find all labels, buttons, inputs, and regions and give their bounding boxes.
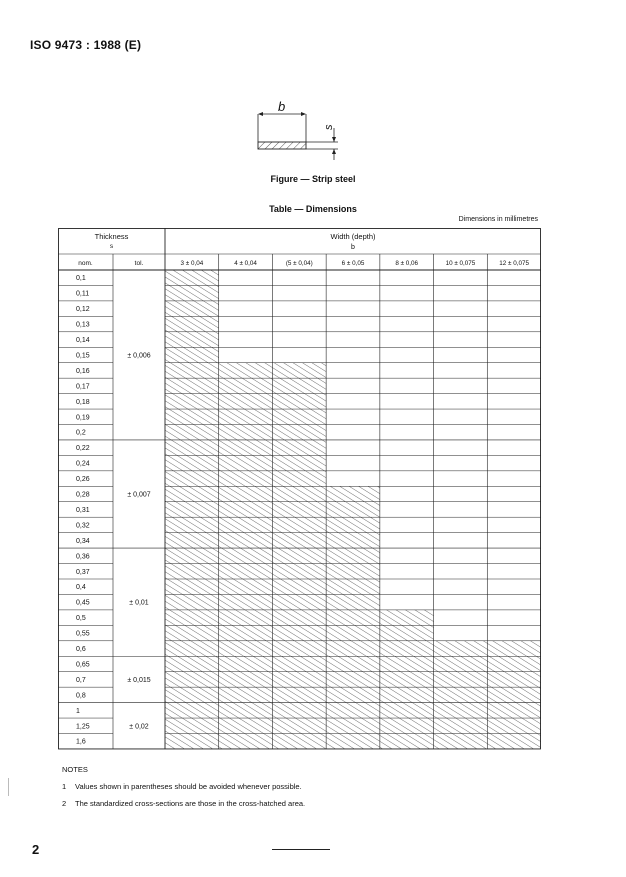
width-symbol: b [351, 244, 355, 251]
margin-mark [8, 778, 9, 796]
nominal-thickness-cell: 0,2 [76, 429, 86, 437]
figure-caption: Figure — Strip steel [270, 174, 356, 184]
nominal-thickness-cell: 0,65 [76, 661, 90, 669]
table-caption: Table — Dimensions [269, 204, 357, 214]
tol-header: tol. [134, 260, 144, 267]
nominal-thickness-cell: 0,45 [76, 599, 90, 607]
tolerance-cell: ± 0,015 [127, 676, 151, 684]
note-text: The standardized cross-sections are those in the cross-hatched area. [75, 799, 306, 808]
nominal-thickness-cell: 0,37 [76, 568, 90, 576]
nominal-thickness-cell: 0,22 [76, 445, 90, 453]
hatched-area [219, 363, 273, 749]
tolerance-cell: ± 0,01 [129, 599, 149, 607]
strip-steel-figure [250, 100, 350, 166]
hatched-area [487, 641, 541, 749]
nominal-thickness-cell: 1,25 [76, 723, 90, 731]
nominal-thickness-cell: 0,26 [76, 476, 90, 484]
hatched-area [272, 363, 326, 749]
nominal-thickness-cell: 0,18 [76, 398, 90, 406]
hatched-area [165, 270, 219, 749]
width-column-header: 8 ± 0,06 [395, 260, 419, 267]
hatched-area [380, 610, 434, 749]
nominal-thickness-cell: 0,34 [76, 537, 90, 545]
thickness-header: Thickness [94, 232, 129, 241]
nominal-thickness-cell: 0,15 [76, 352, 90, 360]
label-s: s [323, 124, 335, 130]
nominal-thickness-cell: 0,1 [76, 275, 86, 283]
nominal-thickness-cell: 0,19 [76, 414, 90, 422]
notes-heading: NOTES [62, 765, 88, 774]
units-note: Dimensions in millimetres [458, 216, 538, 223]
note-number: 2 [62, 799, 67, 808]
nominal-thickness-cell: 0,14 [76, 337, 90, 345]
width-column-header: (5 ± 0,04) [285, 260, 313, 267]
width-header: Width (depth) [330, 232, 376, 241]
nominal-thickness-cell: 0,16 [76, 367, 90, 375]
note-item [62, 782, 305, 791]
width-column-header: 6 ± 0,05 [341, 260, 365, 267]
thickness-symbol: s [109, 243, 114, 250]
nominal-thickness-cell: 1 [76, 707, 80, 715]
nominal-thickness-cell: 0,7 [76, 676, 86, 684]
nom-header: nom. [78, 260, 93, 267]
nominal-thickness-cell: 0,13 [76, 321, 90, 329]
note-text: Values shown in parentheses should be avoided whenever possible. [75, 782, 302, 791]
tolerance-cell: ± 0,007 [127, 491, 151, 499]
width-column-header: 12 ± 0,075 [499, 260, 530, 267]
footer-rule [272, 849, 330, 850]
nominal-thickness-cell: 0,32 [76, 522, 90, 530]
nominal-thickness-cell: 0,28 [76, 491, 90, 499]
note-number: 1 [62, 782, 67, 791]
hatched-area [434, 641, 488, 749]
tolerance-cell: ± 0,02 [129, 723, 149, 731]
tolerance-cell: ± 0,006 [127, 352, 151, 360]
nominal-thickness-cell: 0,17 [76, 383, 90, 391]
label-b: b [278, 100, 286, 114]
dimensions-table [58, 228, 542, 754]
nominal-thickness-cell: 0,8 [76, 692, 86, 700]
nominal-thickness-cell: 1,6 [76, 738, 86, 746]
nominal-thickness-cell: 0,36 [76, 553, 90, 561]
notes-section [62, 765, 305, 816]
nominal-thickness-cell: 0,55 [76, 630, 90, 638]
nominal-thickness-cell: 0,5 [76, 615, 86, 623]
page-number: 2 [32, 842, 40, 857]
nominal-thickness-cell: 0,4 [76, 584, 86, 592]
document-header: ISO 9473 : 1988 (E) [30, 38, 142, 52]
nominal-thickness-cell: 0,31 [76, 506, 90, 514]
nominal-thickness-cell: 0,24 [76, 460, 90, 468]
nominal-thickness-cell: 0,12 [76, 306, 90, 314]
note-item [62, 799, 305, 808]
width-column-header: 4 ± 0,04 [234, 260, 257, 267]
width-column-header: 3 ± 0,04 [180, 260, 204, 267]
nominal-thickness-cell: 0,11 [76, 290, 90, 298]
nominal-thickness-cell: 0,6 [76, 646, 86, 654]
width-column-header: 10 ± 0,075 [445, 260, 476, 267]
hatched-area [326, 486, 380, 749]
